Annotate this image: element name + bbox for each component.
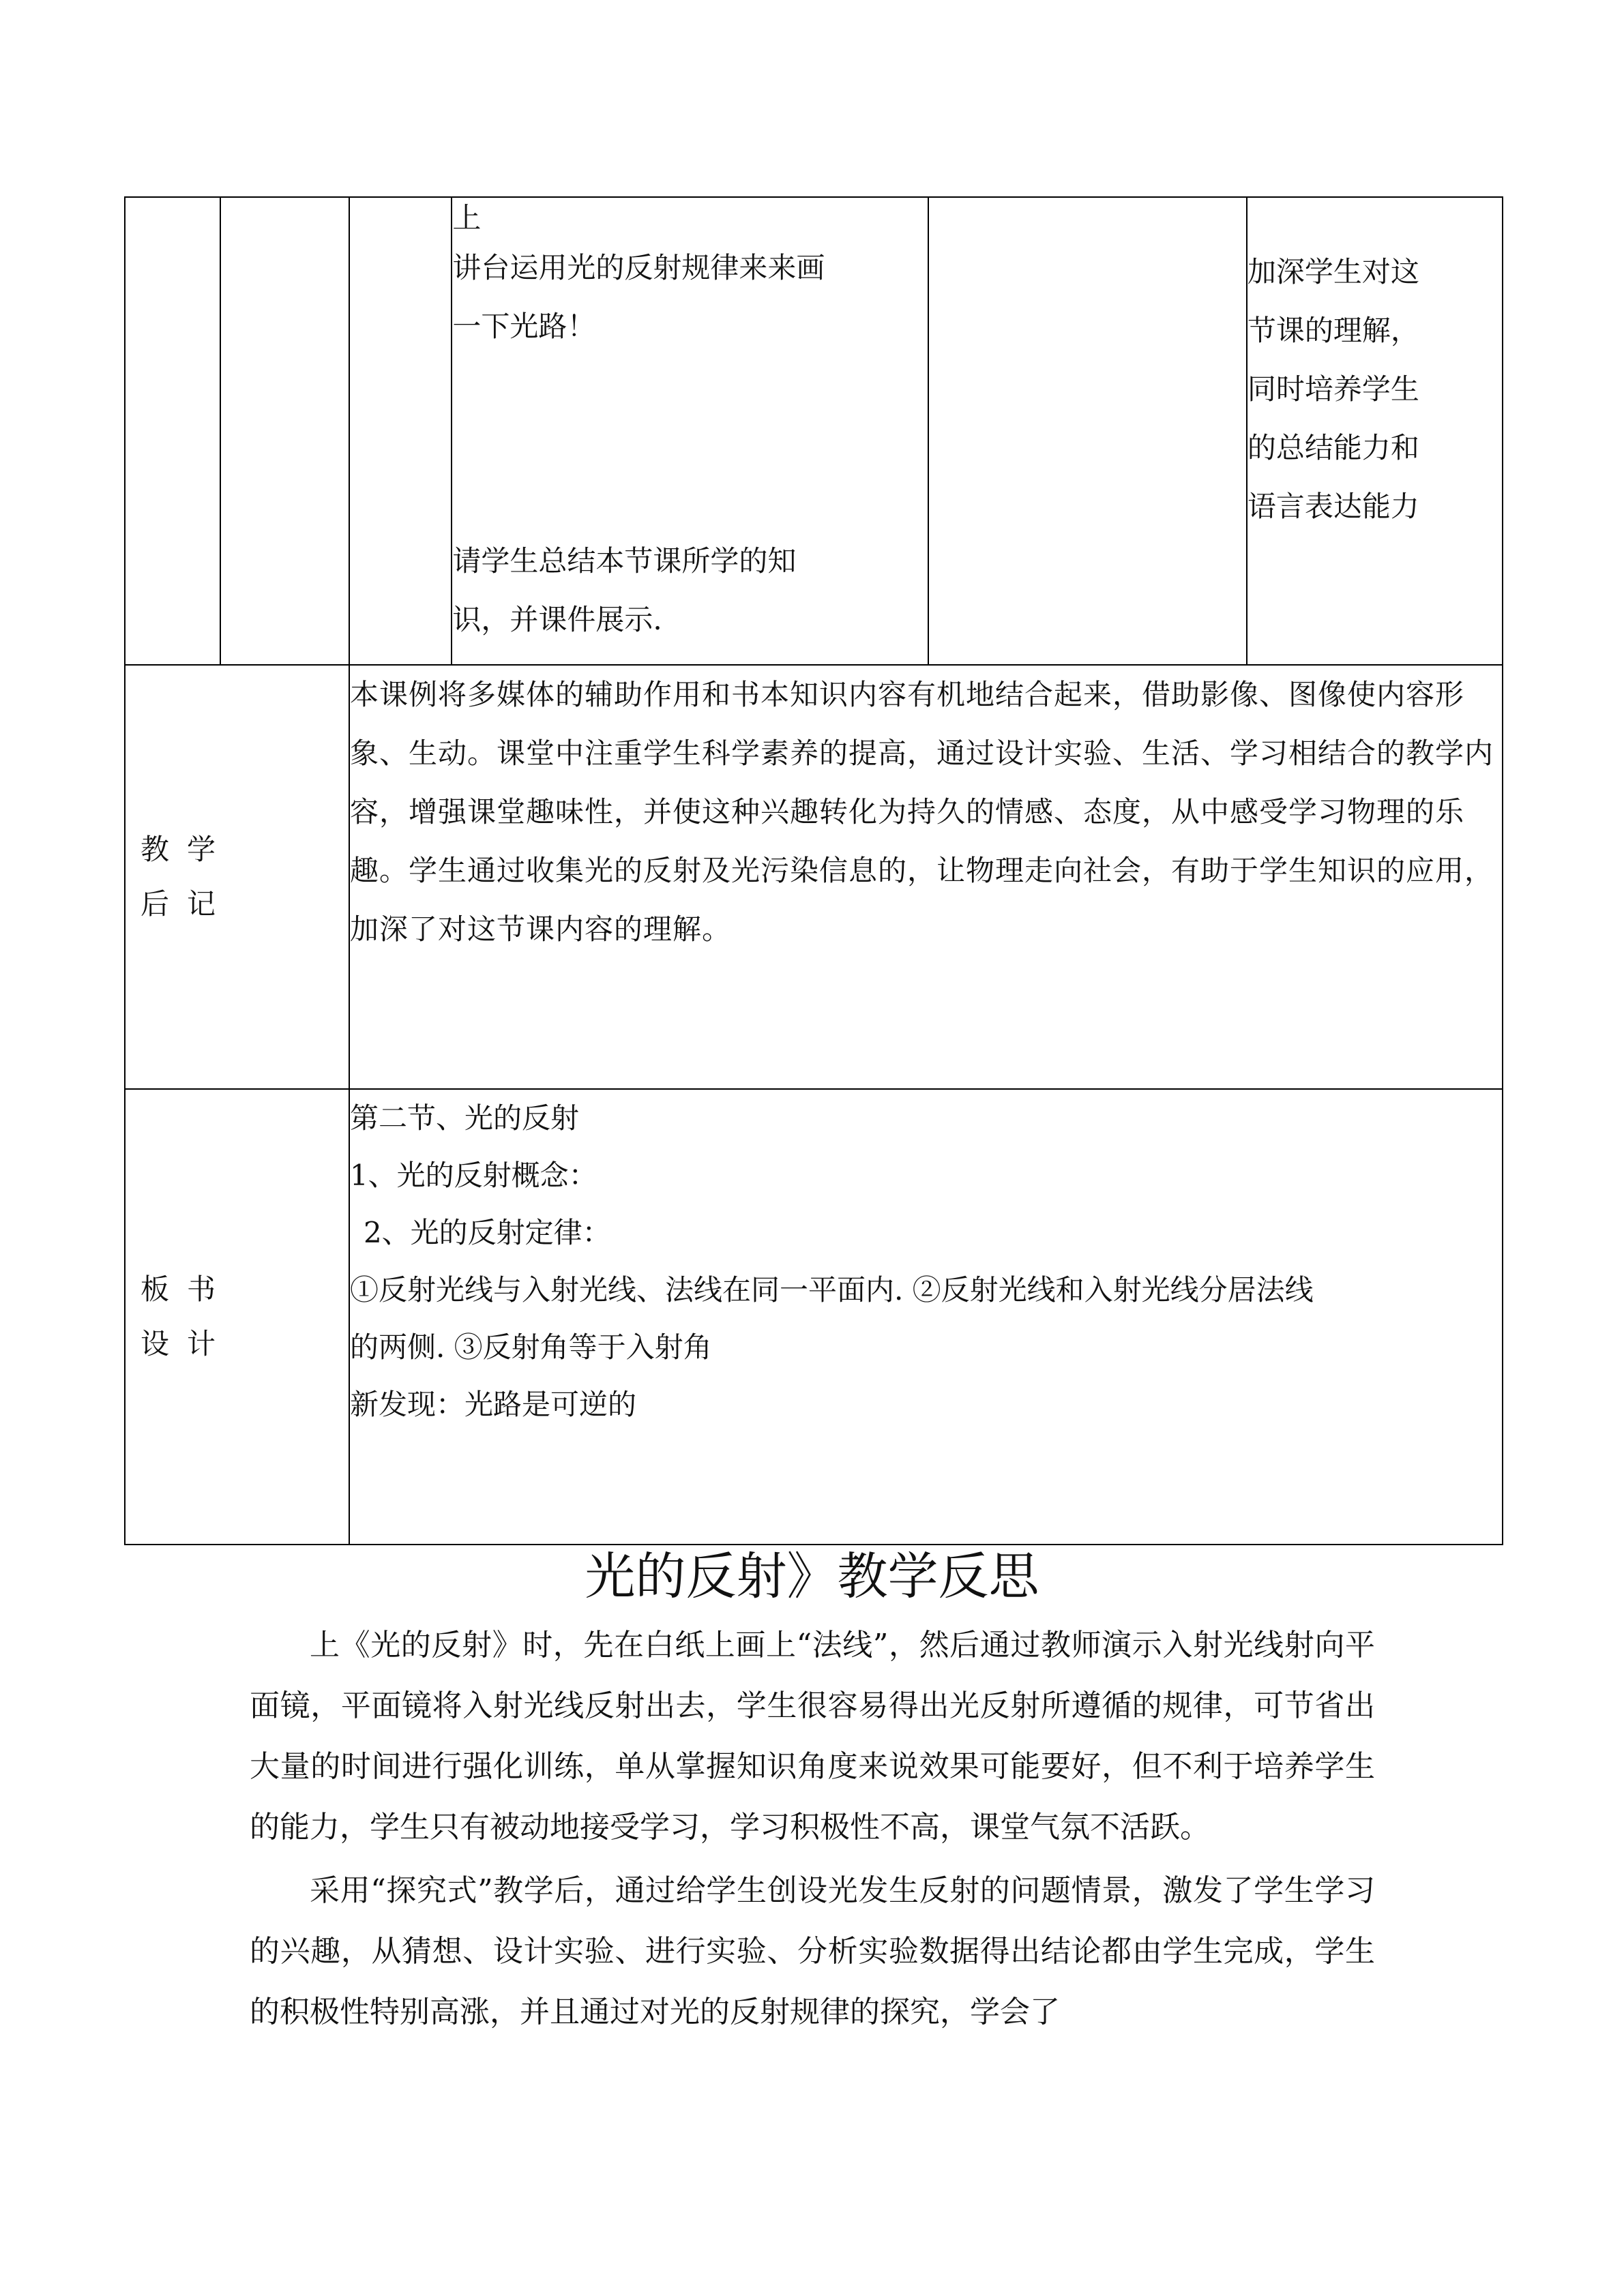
text-line: 加深学生对这 bbox=[1247, 255, 1419, 288]
label-line: 板书 bbox=[141, 1272, 234, 1306]
board-design-cell bbox=[349, 1089, 1503, 1545]
reflection-text-cell bbox=[349, 665, 1503, 1089]
paragraph: 采用“探究式”教学后，通过给学生创设光发生反射的问题情景，激发了学生学习的兴趣，从猜想、设计实验、进行实验、分析实验数据得出结论都由学生完成，学生的积极性特别高涨，并且通过对光的反射规律的探究，学会了 bbox=[250, 1873, 1375, 2029]
paragraph: 上《光的反射》时，先在白纸上画上“法线”，然后通过教师演示入射光线射向平面镜，平面镜将入射光线反射出去，学生很容易得出光反射所遵循的规律，可节省出大量的时间进行强化训练，单从掌握知识角度来说效果可能要好，但不利于培养学生的能力，学生只有被动地接受学习，学习积极性不高，课堂气氛不活跃。 bbox=[250, 1628, 1375, 1845]
text-line: 识，并课件展示. bbox=[452, 603, 662, 636]
table-row-board bbox=[125, 1089, 1503, 1545]
board-line: ①反射光线与入射光线、法线在同一平面内. ②反射光线和入射光线分居法线 bbox=[349, 1273, 1314, 1307]
text-line: 同时培养学生 bbox=[1247, 372, 1419, 406]
text-line: 上 bbox=[452, 201, 482, 235]
teacher-activity-cell bbox=[452, 197, 928, 665]
row-label-board bbox=[125, 1089, 349, 1545]
row-label-reflection bbox=[125, 665, 349, 1089]
label-line: 设计 bbox=[141, 1327, 234, 1360]
empty-cell bbox=[220, 197, 349, 665]
text-line: 语言表达能力 bbox=[1247, 490, 1419, 523]
empty-cell bbox=[349, 197, 452, 665]
lesson-plan-table bbox=[124, 196, 1503, 1545]
board-line: 1、光的反射概念： bbox=[349, 1159, 597, 1192]
section-title: 光的反射》教学反思 bbox=[585, 1547, 1039, 1606]
label-line: 教学 bbox=[141, 833, 234, 866]
table-row-reflection bbox=[125, 665, 1503, 1089]
text-line: 一下光路！ bbox=[452, 310, 596, 343]
board-line: 第二节、光的反射 bbox=[349, 1101, 579, 1135]
text-line: 的总结能力和 bbox=[1247, 431, 1419, 464]
reflection-text: 本课例将多媒体的辅助作用和书本知识内容有机地结合起来，借助影像、图像使内容形象、生动。课堂中注重学生科学素养的提高，通过设计实验、生活、学习相结合的教学内容，增强课堂趣味性，并使这种兴趣转化为持久的情感、态度，从中感受学习物理的乐趣。学生通过收集光的反射及光污染信息的，让物理走向社会，有助于学生知识的应用，加深了对这节课内容的理解。 bbox=[349, 678, 1494, 946]
label-line: 后记 bbox=[141, 887, 234, 921]
empty-cell bbox=[928, 197, 1246, 665]
board-line: 新发现：光路是可逆的 bbox=[349, 1388, 636, 1421]
table-row-activity bbox=[125, 197, 1503, 665]
design-intent-cell bbox=[1247, 197, 1503, 665]
empty-cell bbox=[125, 197, 220, 665]
text-line: 节课的理解， bbox=[1247, 314, 1419, 347]
board-line: 的两侧. ③反射角等于入射角 bbox=[349, 1330, 712, 1364]
board-line: 2、光的反射定律： bbox=[363, 1216, 611, 1249]
reflection-essay bbox=[250, 1615, 1375, 2042]
text-line: 请学生总结本节课所学的知 bbox=[452, 544, 797, 578]
text-line: 讲台运用光的反射规律来来画 bbox=[452, 251, 825, 284]
